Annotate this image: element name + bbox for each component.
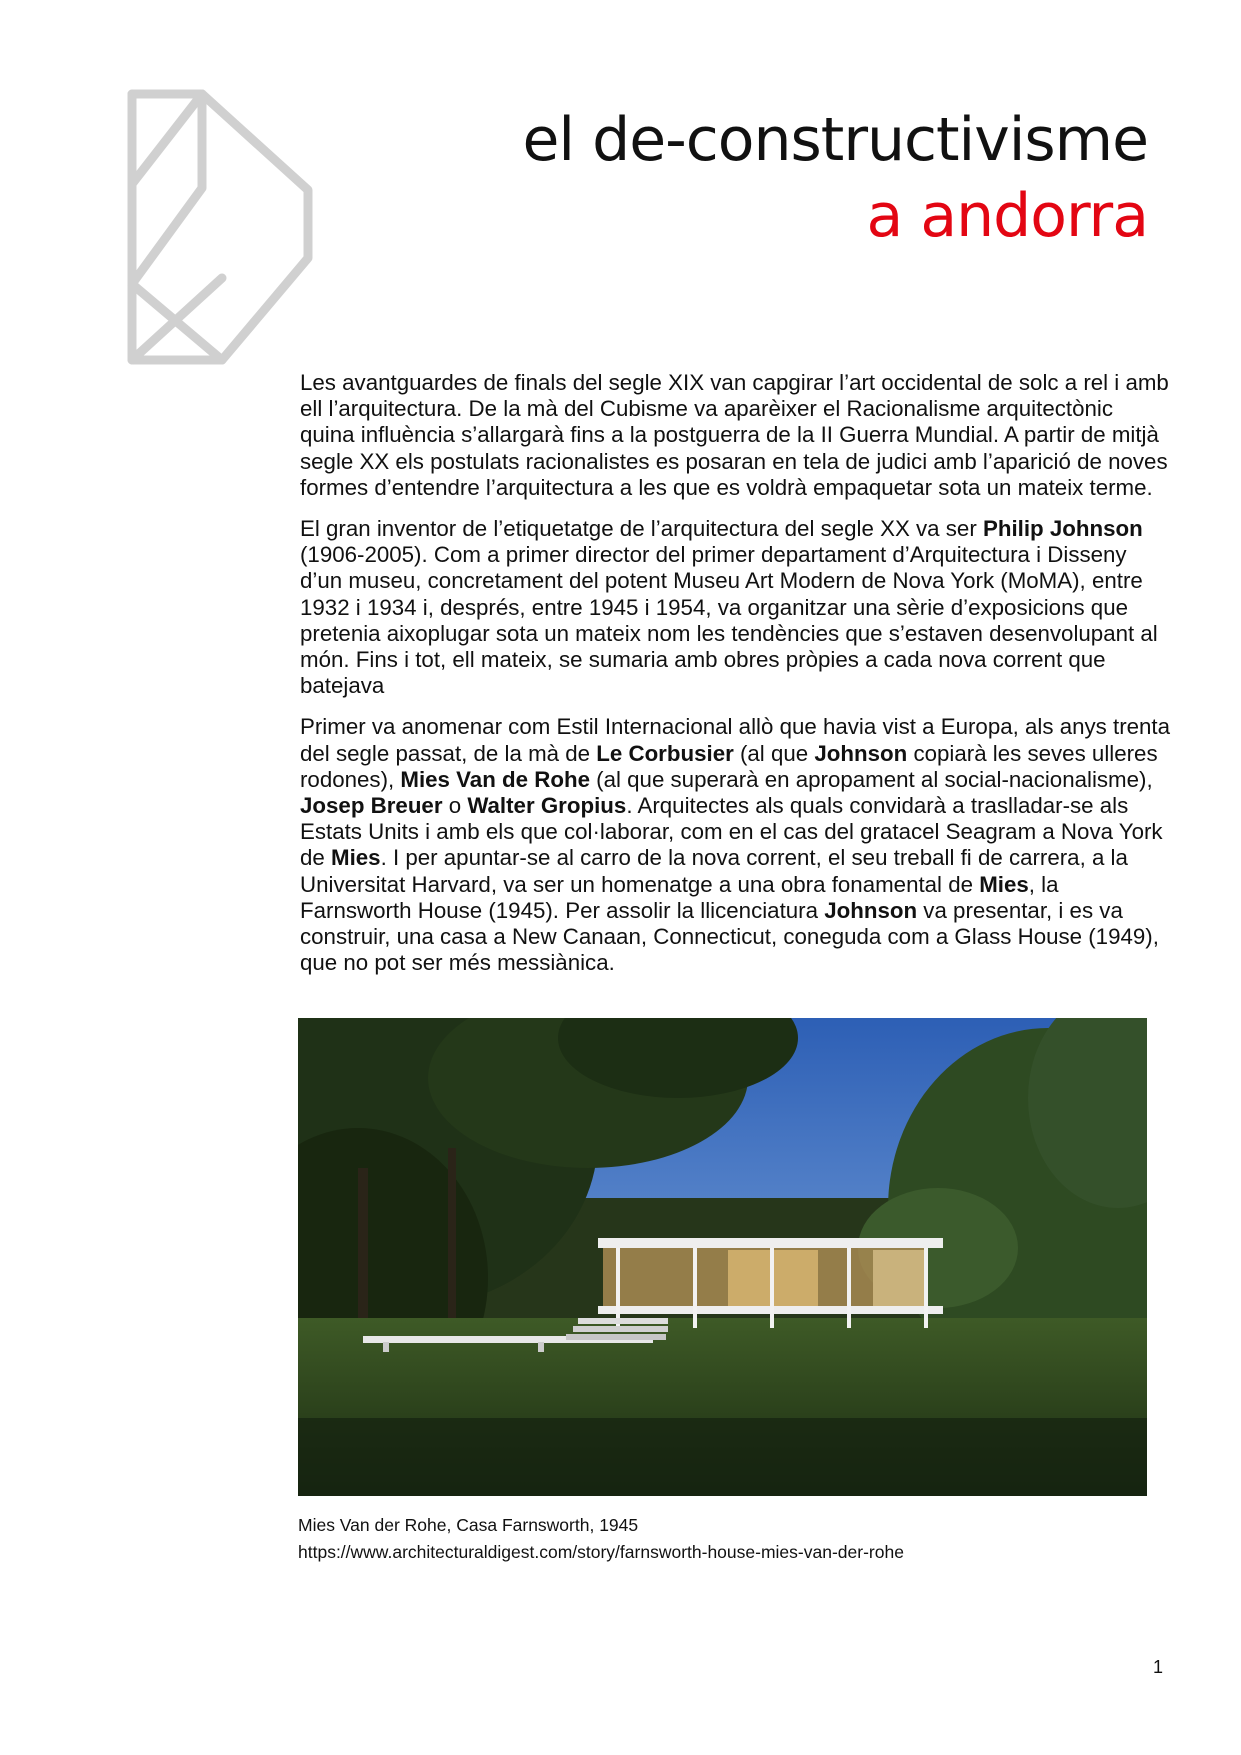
bold-name: Philip Johnson xyxy=(982,516,1143,542)
paragraph-1 xyxy=(300,370,1172,501)
bold-name: Le Corbusier xyxy=(596,740,734,766)
text-run: (1906-2005). Com a primer director del primer departament d’Arquitectura i Disseny d’un museu, concretament del potent Museu Art Modern de Nova York (MoMA), entre 1932 i 1934 i, després, entre 1945 i 1954, va organitzar una sèrie d’exposicions que pretenia aixoplugar sota un mateix nom les tendències que s’estaven desenvolupant al món. Fins i tot, ell mateix, se sumaria amb obres pròpies a cada nova corrent que batejava xyxy=(300,542,1158,699)
caption-source-link[interactable]: https://www.architecturaldigest.com/story/farnsworth-house-mies-van-der-rohe xyxy=(298,1542,904,1562)
text-run: copiarà les seves ulleres rodones), xyxy=(300,740,1158,792)
paragraph-3 xyxy=(300,714,1172,976)
bold-name: Johnson xyxy=(824,897,918,923)
text-run: El gran inventor de l’etiquetatge de l’arquitectura del segle XX va ser xyxy=(300,516,983,542)
text-run: va presentar, i es va construir, una casa a New Canaan, Connecticut, coneguda com a Glass House (1949), que no pot ser més messiànica. xyxy=(300,897,1159,976)
bold-name: Mies Van de Rohe xyxy=(400,766,590,792)
bold-name: Josep Breuer xyxy=(300,793,443,819)
title-line-2: a andorra xyxy=(866,181,1148,251)
paragraph-2 xyxy=(300,516,1172,699)
caption-text: Mies Van der Rohe, Casa Farnsworth, 1945 xyxy=(298,1515,639,1535)
text-run: . Arquitectes als quals convidarà a traslladar-se als Estats Units i amb els que col·laborar, com en el cas del gratacel Seagram a Nova York de xyxy=(300,793,1163,871)
text-run: Primer va anomenar com Estil Internacional allò que havia vist a Europa, als anys trenta del segle passat, de la mà de xyxy=(300,714,1171,766)
text-run: Les avantguardes de finals del segle XIX van capgirar l’art occidental de solc a rel i amb ell l’arquitectura. De la mà del Cubisme va aparèixer el Racionalisme arquitectònic quina influència s’allargarà fins a la postguerra de la II Guerra Mundial. A partir de mitjà segle XX els postulats racionalistes es posaran en tela de judici amb l’aparició de noves formes d’entendre l’arquitectura a les que es voldrà empaquetar sota un mateix terme. xyxy=(300,370,1169,500)
bold-name: Mies xyxy=(979,871,1029,897)
text-run: . I per apuntar-se al carro de la nova corrent, el seu treball fi de carrera, a la Universitat Harvard, va ser un homenatge a una obra fonamental de xyxy=(300,845,1128,897)
bold-name: Walter Gropius xyxy=(467,793,627,819)
page-title xyxy=(523,102,1149,254)
text-run: (al que xyxy=(733,740,815,766)
text-run: , la Farnsworth House (1945). Per assolir la llicenciatura xyxy=(300,871,1059,923)
title-line-1: el de-constructivisme xyxy=(522,105,1148,175)
farnsworth-house-photo xyxy=(298,1018,1147,1496)
logo-icon xyxy=(120,88,316,366)
text-run: o xyxy=(442,793,468,819)
bold-name: Johnson xyxy=(814,740,908,766)
page-number: 1 xyxy=(1153,1657,1164,1677)
article-body xyxy=(300,370,1172,991)
photo-caption xyxy=(298,1512,904,1566)
text-run: (al que superarà en apropament al social-nacionalisme), xyxy=(589,766,1153,792)
bold-name: Mies xyxy=(331,845,381,871)
